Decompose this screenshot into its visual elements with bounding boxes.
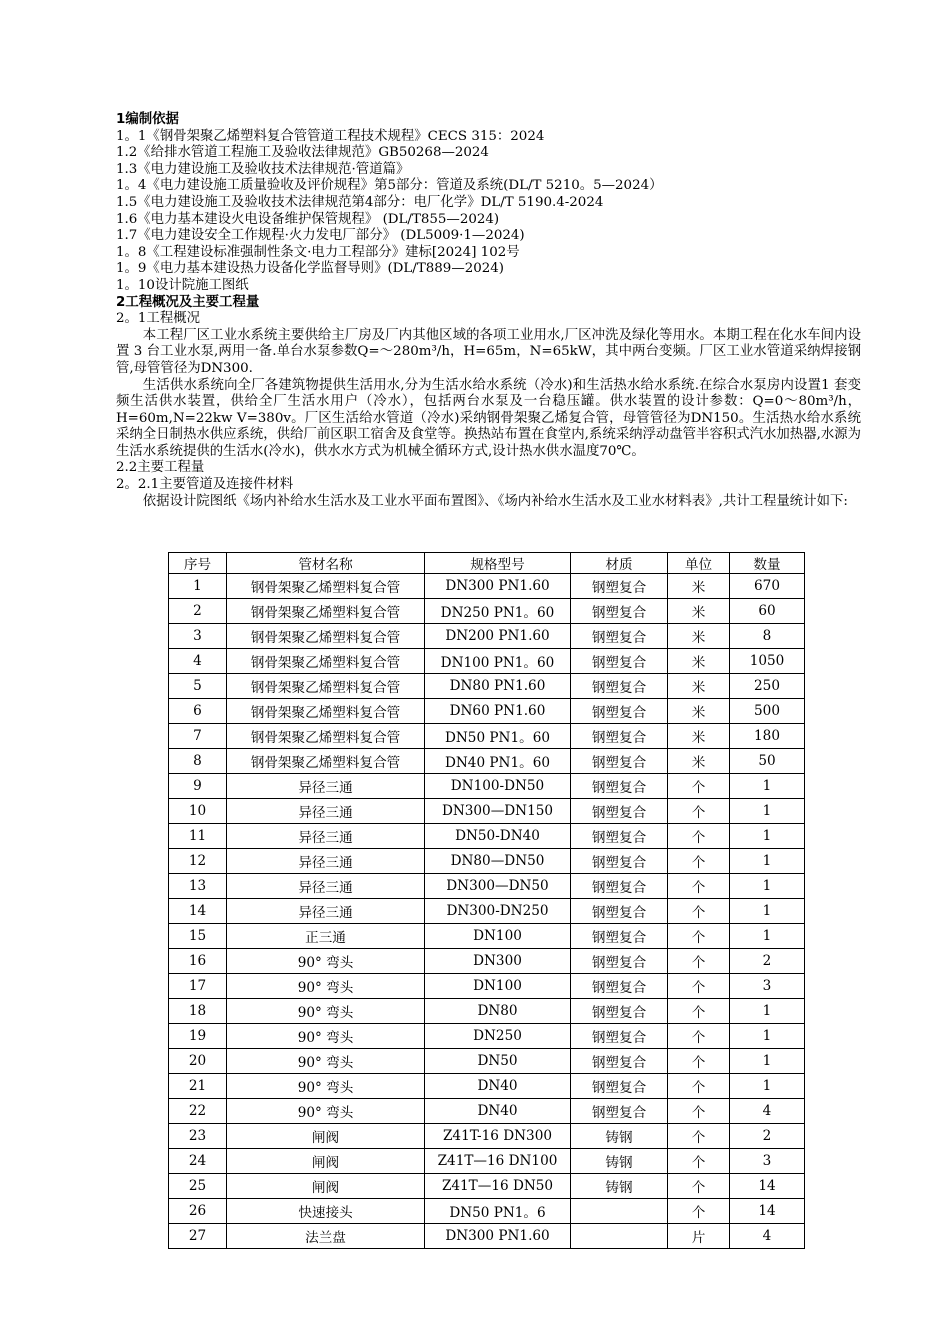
cell-unit: 个 (668, 974, 730, 999)
cell-unit: 个 (668, 774, 730, 799)
materials-table (168, 552, 805, 1249)
cell-material: 钢塑复合 (571, 1074, 668, 1099)
header-quantity: 数量 (730, 553, 805, 574)
cell-unit: 个 (668, 1074, 730, 1099)
cell-unit: 米 (668, 674, 730, 699)
cell-name: 钢骨架聚乙烯塑料复合管 (227, 599, 425, 624)
cell-index: 24 (169, 1149, 227, 1174)
overview-paragraph-domestic: 生活供水系统向全厂各建筑物提供生活用水,分为生活水给水系统（冷水)和生活热水给水系统.在综合水泵房内设置1 套变频生活供水装置，供给全厂生活水用户（冷水），包括两台水泵及一台稳压罐。供水装置的设计参数：Q=0～80m³/h，H=60m,N=22kw V=380v。厂区生活给水管道（冷水)采纳钢骨架聚乙烯复合管，母管管径为DN150。生活热水给水系统采纳全日制热水供应系统，供给厂前区职工宿舍及食堂等。换热站布置在食堂内,系统采纳浮动盘管半容积式汽水加热器,水源为生活水系统提供的生活水(冷水)，供水水方式为机械全循环方式,设计热水供水温度70℃。 (116, 377, 861, 459)
cell-material: 钢塑复合 (571, 624, 668, 649)
cell-material: 钢塑复合 (571, 649, 668, 674)
cell-spec: Z41T—16 DN50 (425, 1174, 571, 1199)
cell-unit: 米 (668, 724, 730, 749)
cell-index: 5 (169, 674, 227, 699)
cell-unit: 个 (668, 999, 730, 1024)
cell-material: 铸钢 (571, 1149, 668, 1174)
cell-spec: DN100 (425, 974, 571, 999)
cell-material: 钢塑复合 (571, 1099, 668, 1124)
cell-material: 钢塑复合 (571, 974, 668, 999)
section1-heading: 1编制依据 (116, 112, 179, 127)
cell-quantity: 180 (730, 724, 805, 749)
table-row (169, 849, 805, 874)
cell-material: 钢塑复合 (571, 1024, 668, 1049)
table-row (169, 724, 805, 749)
cell-index: 7 (169, 724, 227, 749)
cell-unit: 个 (668, 1099, 730, 1124)
cell-unit: 米 (668, 649, 730, 674)
reference-item: 1.7《电力建设安全工作规程·火力发电厂部分》 (DL5009·1—2024) (116, 228, 525, 244)
cell-unit: 个 (668, 874, 730, 899)
cell-material: 钢塑复合 (571, 849, 668, 874)
reference-item: 1。1《钢骨架聚乙烯塑料复合管管道工程技术规程》CECS 315：2024 (116, 128, 545, 144)
table-row (169, 749, 805, 774)
cell-index: 15 (169, 924, 227, 949)
header-name: 管材名称 (227, 553, 425, 574)
cell-name: 快速接头 (227, 1199, 425, 1224)
header-material: 材质 (571, 553, 668, 574)
cell-spec: Z41T-16 DN300 (425, 1124, 571, 1149)
cell-quantity: 14 (730, 1174, 805, 1199)
cell-unit: 个 (668, 1124, 730, 1149)
cell-material: 钢塑复合 (571, 574, 668, 599)
table-row (169, 824, 805, 849)
cell-unit: 米 (668, 599, 730, 624)
cell-spec: DN50 (425, 1049, 571, 1074)
cell-spec: DN80 PN1.60 (425, 674, 571, 699)
cell-unit: 个 (668, 799, 730, 824)
cell-index: 21 (169, 1074, 227, 1099)
cell-quantity: 3 (730, 974, 805, 999)
cell-name: 法兰盘 (227, 1224, 425, 1249)
cell-name: 异径三通 (227, 874, 425, 899)
cell-spec: DN50 PN1。6 (425, 1199, 571, 1224)
cell-material: 钢塑复合 (571, 799, 668, 824)
cell-material: 钢塑复合 (571, 774, 668, 799)
table-row (169, 574, 805, 599)
cell-spec: DN60 PN1.60 (425, 699, 571, 724)
cell-index: 27 (169, 1224, 227, 1249)
cell-name: 钢骨架聚乙烯塑料复合管 (227, 574, 425, 599)
cell-unit: 片 (668, 1224, 730, 1249)
cell-name: 钢骨架聚乙烯塑料复合管 (227, 749, 425, 774)
cell-spec: DN300 PN1.60 (425, 574, 571, 599)
section2-heading: 2工程概况及主要工程量 (116, 294, 260, 310)
cell-name: 90° 弯头 (227, 1074, 425, 1099)
cell-index: 4 (169, 649, 227, 674)
cell-spec: DN250 PN1。60 (425, 599, 571, 624)
cell-material: 钢塑复合 (571, 874, 668, 899)
cell-unit: 米 (668, 624, 730, 649)
cell-index: 2 (169, 599, 227, 624)
cell-quantity: 2 (730, 1124, 805, 1149)
cell-quantity: 8 (730, 624, 805, 649)
reference-item: 1。4《电力建设施工质量验收及评价规程》第5部分：管道及系统(DL/T 5210。5—2024） (116, 178, 663, 194)
cell-spec: DN300 (425, 949, 571, 974)
table-row (169, 1024, 805, 1049)
reference-item: 1.5《电力建设施工及验收技术法律规范第4部分：电厂化学》DL/T 5190.4-2024 (116, 194, 604, 210)
cell-name: 闸阀 (227, 1174, 425, 1199)
cell-material: 钢塑复合 (571, 949, 668, 974)
cell-quantity: 1 (730, 1049, 805, 1074)
cell-unit: 米 (668, 699, 730, 724)
cell-unit: 个 (668, 1149, 730, 1174)
cell-material: 钢塑复合 (571, 599, 668, 624)
reference-item: 1。10设计院施工图纸 (116, 277, 249, 293)
table-header-row (169, 553, 805, 574)
cell-index: 3 (169, 624, 227, 649)
cell-quantity: 1 (730, 999, 805, 1024)
cell-material: 钢塑复合 (571, 999, 668, 1024)
cell-material (571, 1199, 668, 1224)
cell-unit: 个 (668, 1199, 730, 1224)
cell-spec: DN40 PN1。60 (425, 749, 571, 774)
cell-unit: 个 (668, 1024, 730, 1049)
cell-spec: DN50-DN40 (425, 824, 571, 849)
table-row (169, 1099, 805, 1124)
cell-name: 90° 弯头 (227, 1049, 425, 1074)
subsection-heading: 2.2主要工程量 (116, 460, 205, 476)
cell-index: 9 (169, 774, 227, 799)
reference-item: 1。9《电力基本建设热力设备化学监督导则》(DL/T889—2024) (116, 261, 505, 277)
cell-quantity: 1 (730, 899, 805, 924)
table-row (169, 1149, 805, 1174)
table-row (169, 674, 805, 699)
table-body (169, 574, 805, 1249)
cell-index: 25 (169, 1174, 227, 1199)
cell-quantity: 1 (730, 1024, 805, 1049)
cell-name: 90° 弯头 (227, 1024, 425, 1049)
cell-index: 6 (169, 699, 227, 724)
cell-name: 90° 弯头 (227, 1099, 425, 1124)
table-row (169, 1224, 805, 1249)
reference-item: 1.2《给排水管道工程施工及验收法律规范》GB50268—2024 (116, 145, 489, 161)
cell-quantity: 4 (730, 1224, 805, 1249)
cell-material: 钢塑复合 (571, 1049, 668, 1074)
cell-unit: 个 (668, 924, 730, 949)
subsection-heading: 2。2.1主要管道及连接件材料 (116, 477, 294, 493)
cell-spec: DN300-DN250 (425, 899, 571, 924)
cell-name: 正三通 (227, 924, 425, 949)
table-row (169, 1074, 805, 1099)
cell-unit: 个 (668, 899, 730, 924)
cell-material: 铸钢 (571, 1174, 668, 1199)
cell-index: 26 (169, 1199, 227, 1224)
table-row (169, 1049, 805, 1074)
cell-material: 钢塑复合 (571, 749, 668, 774)
cell-name: 异径三通 (227, 899, 425, 924)
cell-unit: 米 (668, 574, 730, 599)
cell-quantity: 1 (730, 1074, 805, 1099)
cell-spec: DN300—DN50 (425, 874, 571, 899)
cell-quantity: 1050 (730, 649, 805, 674)
cell-quantity: 60 (730, 599, 805, 624)
cell-name: 异径三通 (227, 849, 425, 874)
cell-index: 14 (169, 899, 227, 924)
cell-quantity: 670 (730, 574, 805, 599)
cell-spec: DN80—DN50 (425, 849, 571, 874)
table-row (169, 999, 805, 1024)
table-intro-paragraph: 依据设计院图纸《场内补给水生活水及工业水平面布置图》、《场内补给水生活水及工业水材料表》,共计工程量统计如下: (142, 493, 848, 509)
cell-name: 闸阀 (227, 1124, 425, 1149)
cell-index: 22 (169, 1099, 227, 1124)
cell-name: 钢骨架聚乙烯塑料复合管 (227, 624, 425, 649)
cell-material: 钢塑复合 (571, 724, 668, 749)
cell-quantity: 1 (730, 824, 805, 849)
cell-quantity: 500 (730, 699, 805, 724)
table-row (169, 624, 805, 649)
header-index: 序号 (169, 553, 227, 574)
cell-quantity: 50 (730, 749, 805, 774)
cell-index: 16 (169, 949, 227, 974)
cell-index: 18 (169, 999, 227, 1024)
cell-material: 铸钢 (571, 1124, 668, 1149)
cell-spec: DN300—DN150 (425, 799, 571, 824)
cell-material: 钢塑复合 (571, 699, 668, 724)
cell-quantity: 3 (730, 1149, 805, 1174)
cell-quantity: 250 (730, 674, 805, 699)
cell-name: 异径三通 (227, 774, 425, 799)
cell-index: 19 (169, 1024, 227, 1049)
cell-spec: DN40 (425, 1074, 571, 1099)
cell-unit: 米 (668, 749, 730, 774)
cell-spec: Z41T—16 DN100 (425, 1149, 571, 1174)
cell-spec: DN50 PN1。60 (425, 724, 571, 749)
cell-material: 钢塑复合 (571, 899, 668, 924)
cell-spec: DN200 PN1.60 (425, 624, 571, 649)
cell-quantity: 14 (730, 1199, 805, 1224)
cell-name: 90° 弯头 (227, 999, 425, 1024)
table-row (169, 949, 805, 974)
table-row (169, 774, 805, 799)
cell-spec: DN40 (425, 1099, 571, 1124)
cell-quantity: 1 (730, 924, 805, 949)
cell-unit: 个 (668, 824, 730, 849)
cell-spec: DN100 (425, 924, 571, 949)
cell-spec: DN250 (425, 1024, 571, 1049)
cell-name: 钢骨架聚乙烯塑料复合管 (227, 699, 425, 724)
reference-item: 1.3《电力建设施工及验收技术法律规范·管道篇》 (116, 161, 410, 177)
overview-paragraph-industrial: 本工程厂区工业水系统主要供给主厂房及厂内其他区域的各项工业用水,厂区冲洗及绿化等用水。本期工程在化水车间内设置 3 台工业水泵,两用一备.单台水泵参数Q=～280m³/h，H=65m，N=65kW，其中两台变频。厂区工业水管道采纳焊接钢管,母管管径为DN300. (116, 327, 861, 376)
table-row (169, 899, 805, 924)
cell-material: 钢塑复合 (571, 924, 668, 949)
table-row (169, 974, 805, 999)
cell-index: 23 (169, 1124, 227, 1149)
table-row (169, 924, 805, 949)
table-row (169, 874, 805, 899)
cell-material: 钢塑复合 (571, 824, 668, 849)
cell-spec: DN100 PN1。60 (425, 649, 571, 674)
cell-name: 钢骨架聚乙烯塑料复合管 (227, 674, 425, 699)
cell-quantity: 1 (730, 799, 805, 824)
subsection-heading: 2。1工程概况 (116, 311, 200, 327)
table-row (169, 649, 805, 674)
cell-quantity: 1 (730, 874, 805, 899)
cell-unit: 个 (668, 949, 730, 974)
cell-index: 11 (169, 824, 227, 849)
cell-spec: DN80 (425, 999, 571, 1024)
cell-material: 钢塑复合 (571, 674, 668, 699)
cell-index: 20 (169, 1049, 227, 1074)
cell-index: 8 (169, 749, 227, 774)
cell-name: 闸阀 (227, 1149, 425, 1174)
reference-item: 1。8《工程建设标准强制性条文·电力工程部分》建标[2024] 102号 (116, 244, 520, 260)
table-row (169, 699, 805, 724)
table-row (169, 599, 805, 624)
reference-item: 1.6《电力基本建设火电设备维护保管规程》 (DL/T855—2024) (116, 211, 500, 227)
cell-name: 90° 弯头 (227, 949, 425, 974)
cell-index: 12 (169, 849, 227, 874)
cell-quantity: 4 (730, 1099, 805, 1124)
cell-name: 90° 弯头 (227, 974, 425, 999)
table-row (169, 1174, 805, 1199)
header-unit: 单位 (668, 553, 730, 574)
cell-unit: 个 (668, 1049, 730, 1074)
cell-index: 1 (169, 574, 227, 599)
cell-index: 10 (169, 799, 227, 824)
cell-unit: 个 (668, 1174, 730, 1199)
cell-name: 异径三通 (227, 824, 425, 849)
table-row (169, 799, 805, 824)
cell-material (571, 1224, 668, 1249)
document-body (116, 112, 861, 510)
cell-index: 17 (169, 974, 227, 999)
table-row (169, 1199, 805, 1224)
cell-quantity: 1 (730, 849, 805, 874)
cell-unit: 个 (668, 849, 730, 874)
header-spec: 规格型号 (425, 553, 571, 574)
cell-quantity: 2 (730, 949, 805, 974)
cell-name: 异径三通 (227, 799, 425, 824)
cell-spec: DN300 PN1.60 (425, 1224, 571, 1249)
table-row (169, 1124, 805, 1149)
cell-name: 钢骨架聚乙烯塑料复合管 (227, 724, 425, 749)
cell-quantity: 1 (730, 774, 805, 799)
cell-index: 13 (169, 874, 227, 899)
cell-name: 钢骨架聚乙烯塑料复合管 (227, 649, 425, 674)
cell-spec: DN100-DN50 (425, 774, 571, 799)
